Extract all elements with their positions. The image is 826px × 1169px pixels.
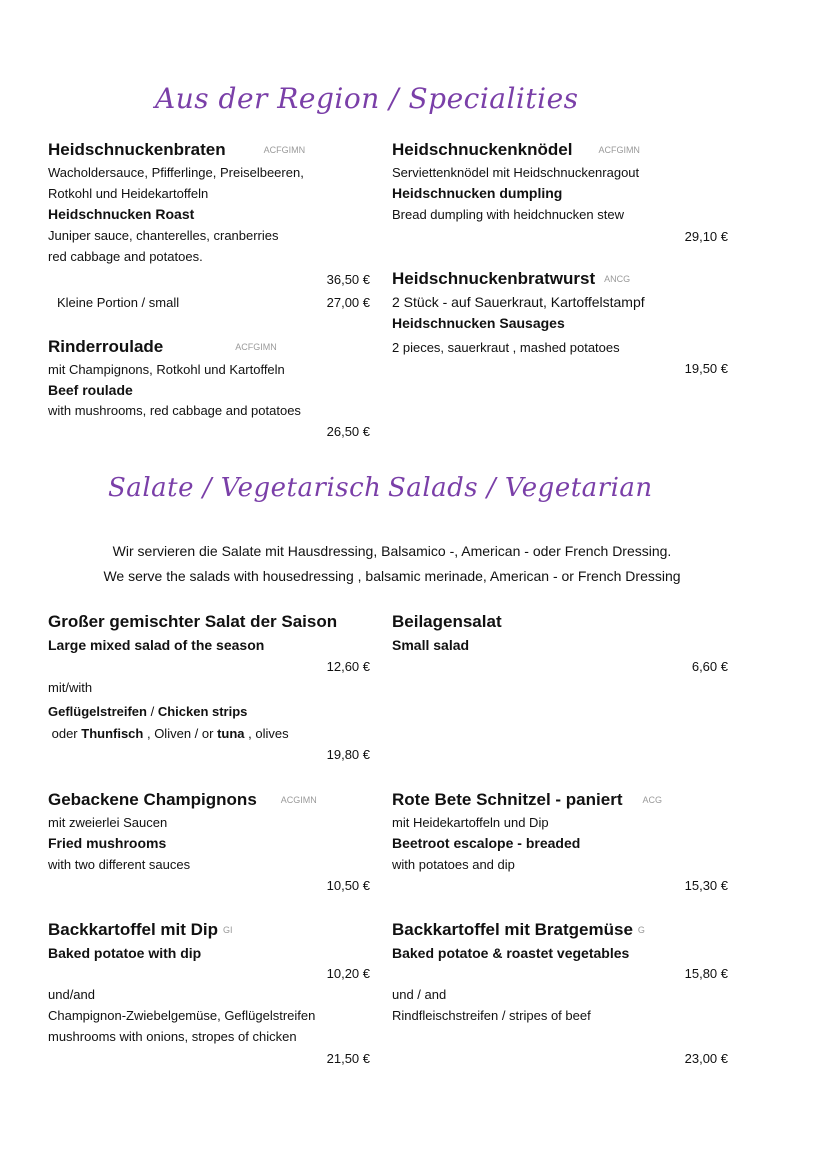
item-option-tuna: [48, 726, 289, 741]
separator: /: [146, 704, 158, 719]
section-heading-salads-en: Salads / Vegetarian: [388, 473, 653, 503]
item-price: 10,20 €: [326, 966, 370, 981]
item-desc-en: 2 pieces, sauerkraut , mashed potatoes: [392, 340, 620, 355]
item-price-with-extra: 23,00 €: [684, 1051, 728, 1066]
item-title-en: Baked potatoe with dip: [48, 945, 202, 961]
small-portion-price: 27,00 €: [326, 295, 370, 310]
item-desc-de: mit Heidekartoffeln und Dip: [392, 815, 549, 830]
item-title-text: Backkartoffel mit Bratgemüse: [392, 920, 633, 939]
item-desc-en: with potatoes and dip: [392, 857, 515, 872]
item-option-chicken: [48, 704, 247, 719]
item-title-en: Large mixed salad of the season: [48, 637, 265, 653]
item-desc-en: Bread dumpling with heidchnucken stew: [392, 207, 624, 222]
item-title: Großer gemischter Salat der Saison: [48, 612, 338, 631]
item-title: [48, 790, 317, 810]
item-price: 19,50 €: [684, 361, 728, 376]
allergen-codes: ACFGIMN: [263, 145, 306, 155]
item-title: [48, 337, 277, 357]
item-price: 10,50 €: [326, 878, 370, 893]
item-desc-en: Juniper sauce, chanterelles, cranberries: [48, 228, 279, 243]
item-title-text: Heidschnuckenbraten: [48, 140, 226, 159]
item-desc-de: Rotkohl und Heidekartoffeln: [48, 186, 209, 201]
option-tuna: tuna: [217, 726, 245, 741]
item-with-label: mit/with: [48, 680, 93, 695]
dressing-note-de: Wir servieren die Salate mit Hausdressing, Balsamico -, American - oder French Dressing.: [112, 543, 672, 559]
item-title-text: Heidschnuckenknödel: [392, 140, 573, 159]
option-chicken-de: Geflügelstreifen: [48, 704, 147, 719]
item-desc-de: mit zweierlei Saucen: [48, 815, 168, 830]
item-and-label: und/and: [48, 987, 95, 1002]
item-desc-de: mit Champignons, Rotkohl und Kartoffeln: [48, 362, 285, 377]
item-title-en: Heidschnucken Sausages: [392, 315, 565, 331]
item-price: 12,60 €: [326, 659, 370, 674]
item-and-label: und / and: [392, 987, 447, 1002]
text-olives: , olives: [244, 726, 289, 741]
item-title-en: Heidschnucken dumpling: [392, 185, 563, 201]
item-price: 15,30 €: [684, 878, 728, 893]
item-price: 29,10 €: [684, 229, 728, 244]
item-title-en: Small salad: [392, 637, 470, 653]
item-desc-en: red cabbage and potatoes.: [48, 249, 203, 264]
item-extra: Rindfleischstreifen / stripes of beef: [392, 1008, 591, 1023]
item-title: Beilagensalat: [392, 612, 502, 631]
item-price: 36,50 €: [326, 272, 370, 287]
option-chicken-en: Chicken strips: [157, 704, 248, 719]
item-extra-en: mushrooms with onions, stropes of chicken: [48, 1029, 297, 1044]
item-title: [392, 269, 630, 289]
small-portion-label: Kleine Portion / small: [57, 295, 180, 310]
allergen-codes: ACG: [642, 795, 662, 805]
text-oliven: , Oliven / or: [143, 726, 218, 741]
allergen-codes: ANCG: [604, 274, 631, 284]
item-extra-de: Champignon-Zwiebelgemüse, Geflügelstreifen: [48, 1008, 316, 1023]
item-desc-de: Serviettenknödel mit Heidschnuckenragout: [392, 165, 640, 180]
item-desc-de: 2 Stück - auf Sauerkraut, Kartoffelstampf: [392, 294, 645, 310]
item-title-en: Fried mushrooms: [48, 835, 167, 851]
item-price: 6,60 €: [691, 659, 728, 674]
item-title: [392, 920, 645, 940]
item-title-text: Rinderroulade: [48, 337, 164, 356]
option-thunfisch: Thunfisch: [81, 726, 144, 741]
item-title-en: Beef roulade: [48, 382, 133, 398]
allergen-codes: ACFGIMN: [235, 342, 277, 352]
item-title: [48, 920, 233, 940]
item-title: [392, 790, 662, 810]
item-desc-en: with two different sauces: [48, 857, 191, 872]
item-title-text: Rote Bete Schnitzel - paniert: [392, 790, 623, 809]
item-title: [48, 140, 305, 160]
allergen-codes: G: [637, 925, 645, 935]
item-title-text: Gebackene Champignons: [48, 790, 257, 809]
text-oder: oder: [48, 726, 82, 741]
item-price-with-extra: 21,50 €: [326, 1051, 370, 1066]
item-price: 26,50 €: [326, 424, 370, 439]
section-heading-salads-de: Salate / Vegetarisch: [108, 473, 382, 503]
allergen-codes: ACFGIMN: [598, 145, 640, 155]
item-price-with-extra: 19,80 €: [326, 747, 370, 762]
item-desc-en: with mushrooms, red cabbage and potatoes: [48, 403, 301, 418]
item-title-en: Beetroot escalope - breaded: [392, 835, 581, 851]
item-desc-de: Wacholdersauce, Pfifferlinge, Preiselbeeren,: [48, 165, 304, 180]
item-price: 15,80 €: [684, 966, 728, 981]
section-heading-region: Aus der Region / Specialities: [155, 82, 579, 115]
item-title-en: Heidschnucken Roast: [48, 206, 195, 222]
item-title-en: Baked potatoe & roastet vegetables: [392, 945, 630, 961]
item-title-text: Backkartoffel mit Dip: [48, 920, 219, 939]
item-title: [392, 140, 640, 160]
item-title-text: Heidschnuckenbratwurst: [392, 269, 596, 288]
allergen-codes: GI: [223, 925, 233, 935]
dressing-note-en: We serve the salads with housedressing , balsamic merinade, American - or French Dressing: [103, 568, 681, 584]
allergen-codes: ACGIMN: [280, 795, 317, 805]
